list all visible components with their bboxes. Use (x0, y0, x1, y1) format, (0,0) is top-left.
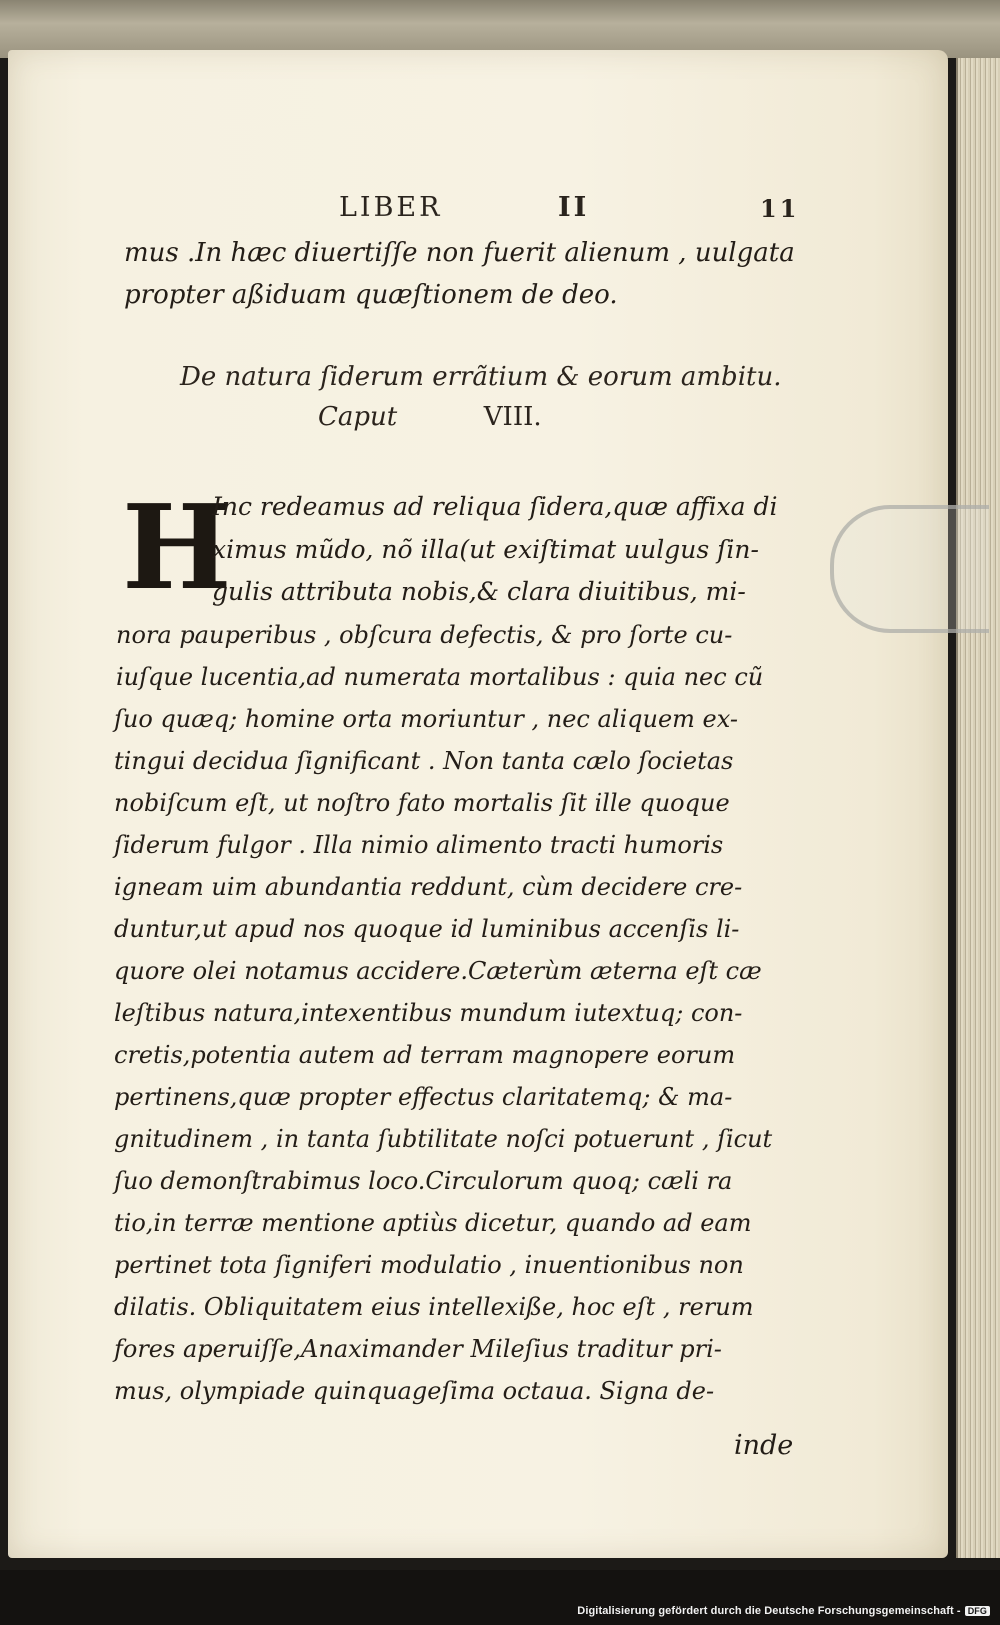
text-line: tingui decidua ſignificant . Non tanta cælo ſocietas (114, 747, 734, 775)
text-line: nobiſcum eſt, ut noſtro fato mortalis ſit ille quoque (114, 789, 730, 817)
chapter-number-line (318, 402, 542, 432)
digitization-credit (577, 1605, 990, 1617)
drop-capital: H (122, 480, 232, 616)
running-header (0, 192, 1000, 228)
text-line: Inc redeamus ad reliqua ſidera,quæ affixa di (212, 492, 778, 521)
paper-clip (830, 505, 989, 633)
credit-text: Digitalisierung gefördert durch die Deutsche Forschungsgemeinschaft - (577, 1605, 961, 1617)
page-fore-edge (956, 58, 1000, 1558)
running-title: LIBER (339, 192, 443, 223)
text-line: dilatis. Obliquitatem eius intellexiße, hoc eſt , rerum (114, 1293, 754, 1321)
text-line: ximus mũdo, nõ illa(ut exiſtimat uulgus ſin- (212, 535, 759, 564)
text-line: quore olei notamus accidere.Cæterùm æterna eſt cæ (114, 957, 762, 985)
text-line: gnitudinem , in tanta ſubtilitate noſci potuerunt , ſicut (114, 1125, 773, 1153)
text-line: pertinet tota ſigniferi modulatio , inuentionibus non (114, 1251, 744, 1279)
text-line: igneam uim abundantia reddunt, cùm decidere cre- (114, 873, 743, 901)
chapter-title: De natura ſiderum errãtium & eorum ambitu. (180, 362, 782, 392)
text-line: fores aperuiſſe,Anaximander Mileſius traditur pri- (114, 1335, 722, 1363)
text-line: iuſque lucentia,ad numerata mortalibus : quia nec cũ (116, 663, 764, 691)
dfg-logo: DFG (965, 1606, 990, 1616)
book-number: II (558, 192, 590, 223)
catchword: inde (734, 1430, 794, 1461)
text-line: duntur,ut apud nos quoque id luminibus accenſis li- (114, 915, 740, 943)
text-line: pertinens,quæ propter effectus claritatemq; & ma- (114, 1083, 733, 1111)
text-line: cretis,potentia autem ad terram magnopere eorum (114, 1041, 736, 1069)
text-line: ſuo demonſtrabimus loco.Circulorum quoq; cæli ra (114, 1167, 733, 1195)
text-line: gulis attributa nobis,& clara diuitibus, mi- (212, 577, 746, 606)
text-line: nora pauperibus , obſcura defectis, & pro ſorte cu- (116, 621, 733, 649)
text-line: mus, olympiade quinquageſima octaua. Signa de- (114, 1377, 715, 1405)
text-line: tio,in terræ mentione aptiùs dicetur, quando ad eam (114, 1209, 752, 1237)
text-line: ſuo quæq; homine orta moriuntur , nec aliquem ex- (114, 705, 738, 733)
text-line: propter aßiduam quæſtionem de deo. (124, 280, 618, 310)
text-line: mus .In hæc diuertiſſe non fuerit alienum , uulgata (124, 238, 795, 268)
chapter-number: VIII. (483, 402, 542, 432)
folio-number: 11 (760, 194, 800, 223)
text-line: ſiderum fulgor . Illa nimio alimento tracti humoris (114, 831, 724, 859)
footer-bar (0, 1570, 1000, 1625)
text-line: leſtibus natura,intexentibus mundum iutextuq; con- (114, 999, 743, 1027)
caput-label: Caput (318, 402, 398, 432)
